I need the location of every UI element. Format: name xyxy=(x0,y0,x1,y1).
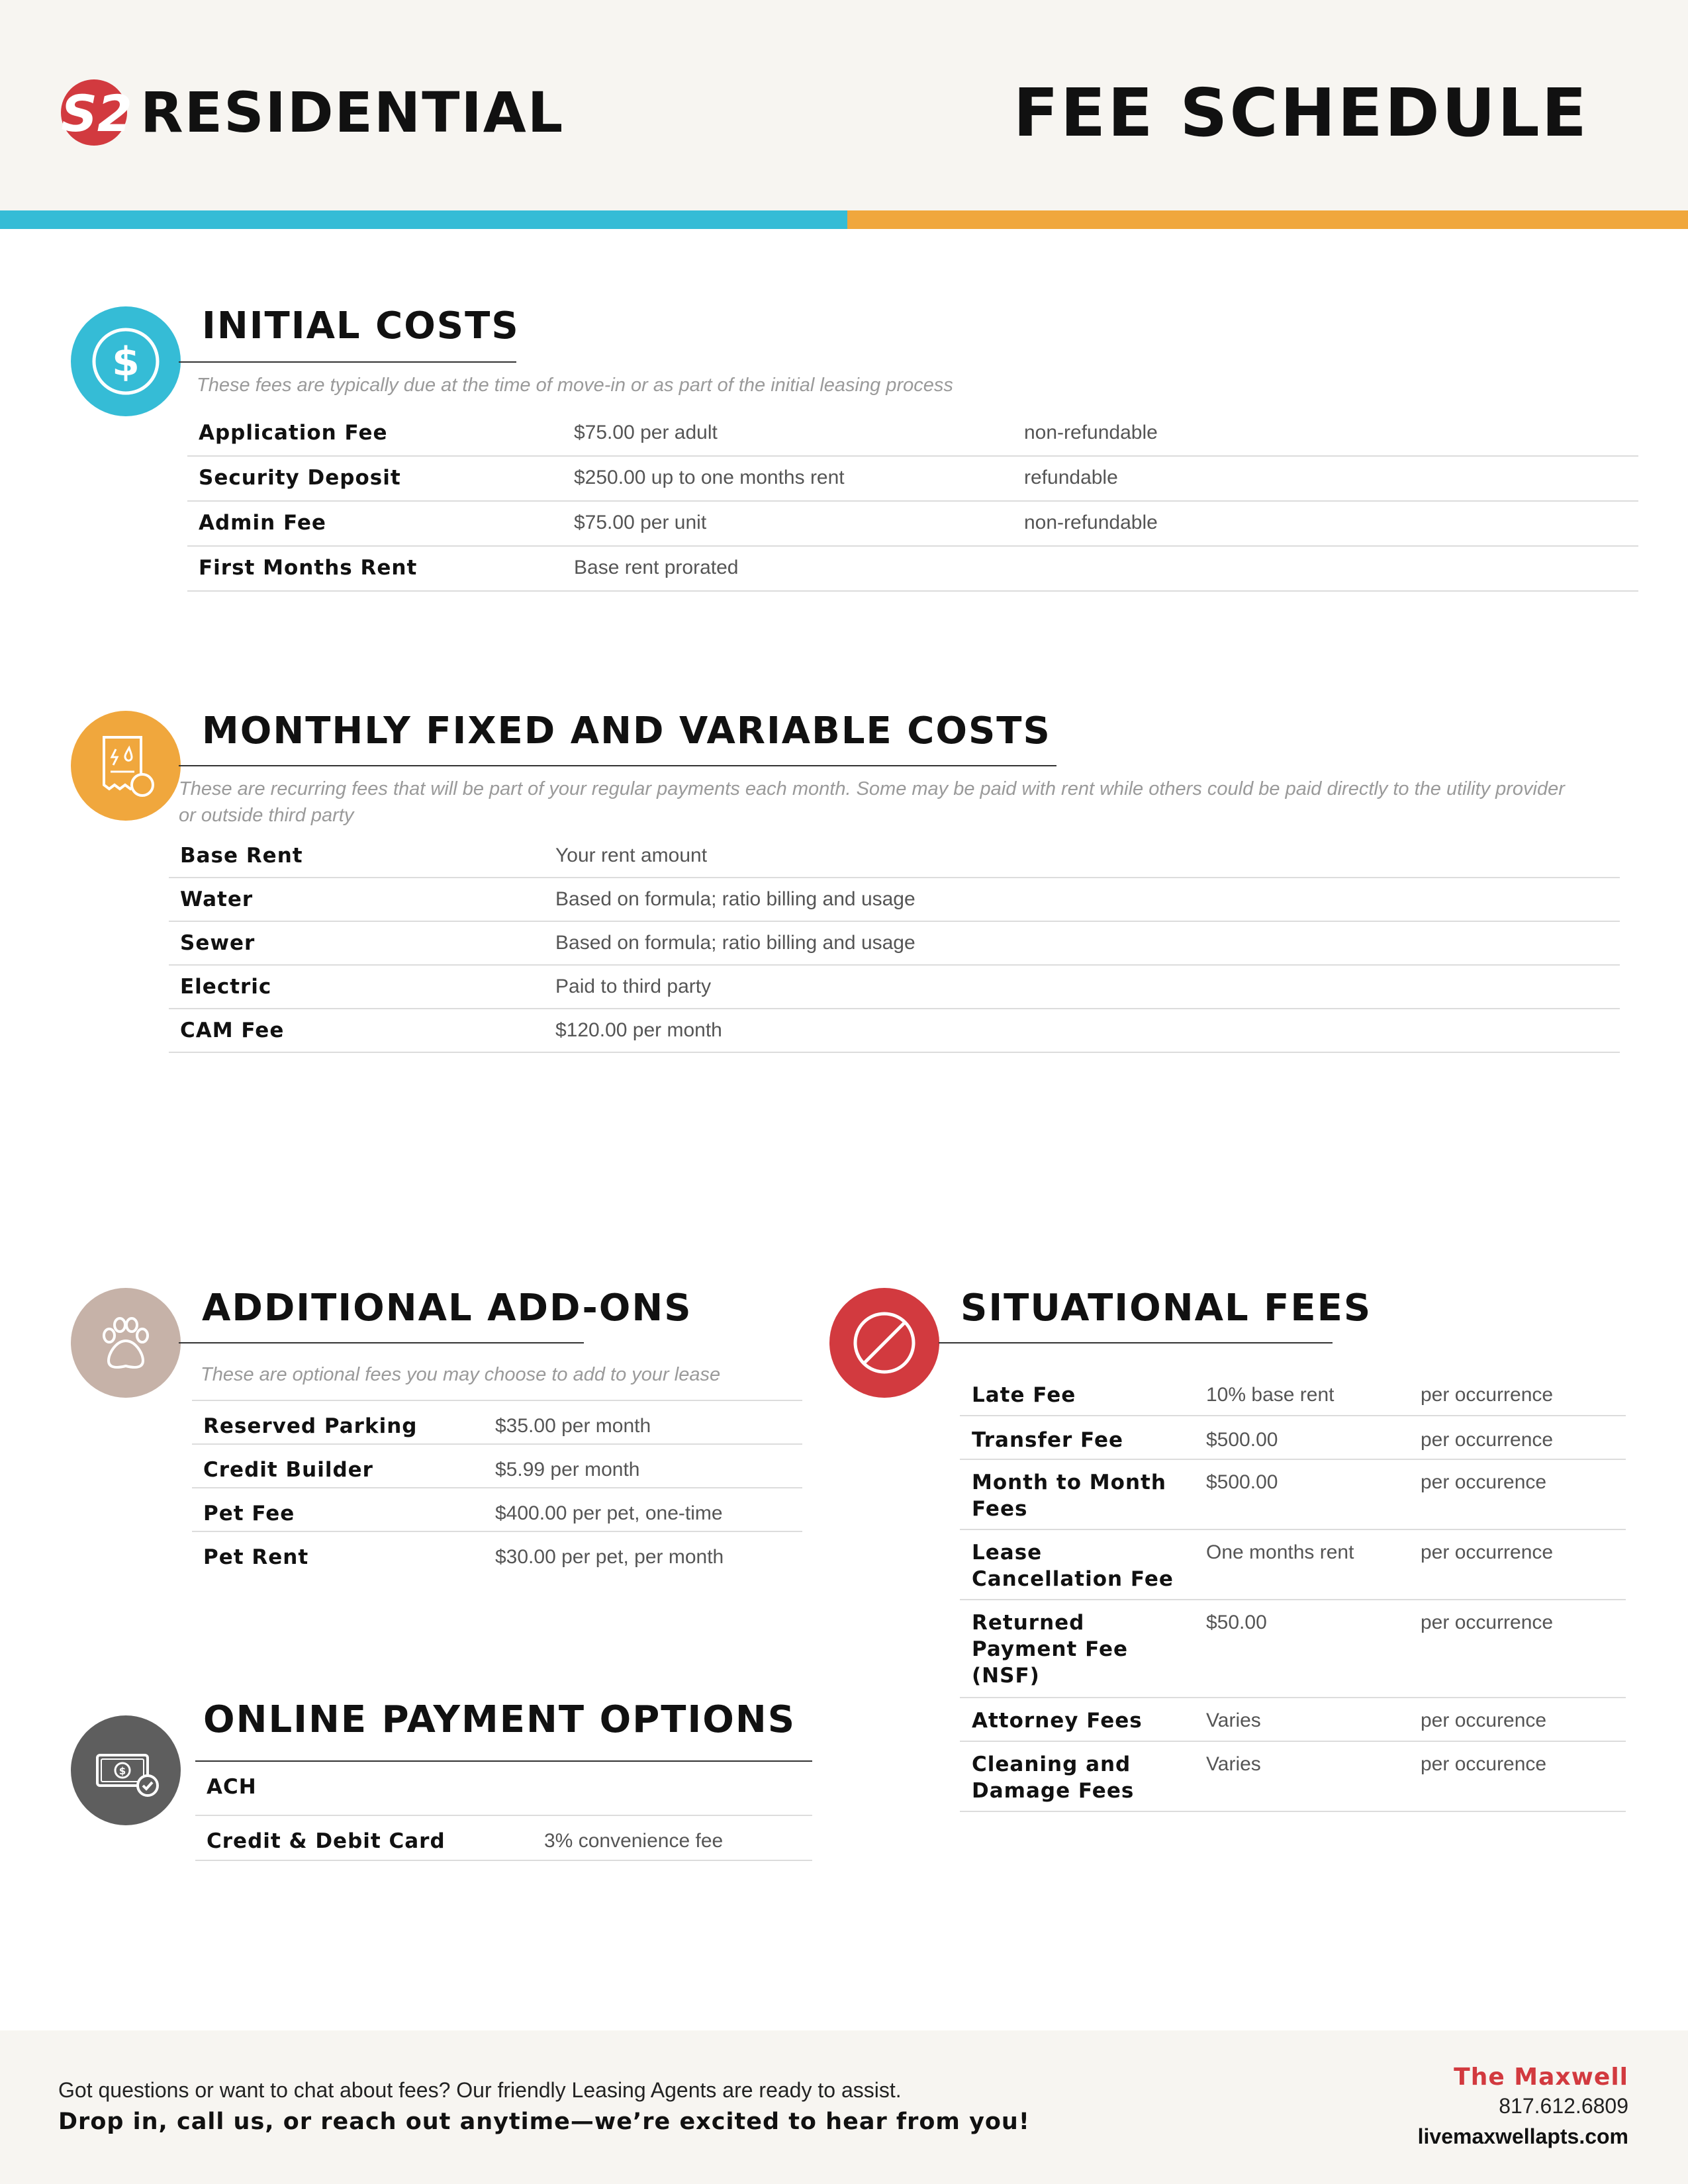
table-row xyxy=(187,510,1638,547)
svg-text:S2: S2 xyxy=(61,84,132,143)
fee-label-line: Lease xyxy=(972,1541,1043,1565)
fee-label-line: Fees xyxy=(972,1497,1028,1521)
fee-amount: $75.00 per unit xyxy=(574,512,707,533)
fee-amount: Based on formula; ratio billing and usage xyxy=(555,888,915,910)
fee-label: Base Rent xyxy=(180,844,303,868)
prohibited-icon xyxy=(829,1288,939,1398)
table-row xyxy=(187,420,1638,457)
table-row xyxy=(960,1742,1626,1812)
fee-amount: Based on formula; ratio billing and usage xyxy=(555,932,915,954)
table-row xyxy=(187,465,1638,502)
fee-label-line: Payment Fee xyxy=(972,1637,1129,1661)
dollar-icon xyxy=(71,306,181,416)
fee-amount: $120.00 per month xyxy=(555,1019,722,1041)
fee-label: First Months Rent xyxy=(199,556,418,580)
fee-amount: $500.00 xyxy=(1206,1471,1278,1493)
fee-label-line: (NSF) xyxy=(972,1664,1040,1688)
add-ons-subtitle: These are optional fees you may choose to add to your lease xyxy=(201,1364,721,1385)
fee-label-line: Month to Month xyxy=(972,1471,1166,1494)
fee-label: Pet Fee xyxy=(203,1502,295,1525)
fee-note: per occurrence xyxy=(1421,1541,1554,1563)
fee-amount: Paid to third party xyxy=(555,976,712,997)
payment-method-fee: 3% convenience fee xyxy=(544,1830,724,1852)
fee-amount: $30.00 per pet, per month xyxy=(495,1546,724,1568)
utility-bill-icon xyxy=(71,711,181,821)
fee-amount: $75.00 per adult xyxy=(574,422,718,443)
company-logo xyxy=(60,73,564,152)
situational-fees-rule xyxy=(939,1342,1333,1343)
fee-label: Credit Builder xyxy=(203,1458,373,1482)
payment-options-title: ONLINE PAYMENT OPTIONS xyxy=(203,1698,796,1741)
table-row xyxy=(960,1416,1626,1460)
payment-method-label: Credit & Debit Card xyxy=(207,1829,445,1853)
fee-note: per occurrence xyxy=(1421,1612,1554,1633)
fee-note: non-refundable xyxy=(1024,512,1158,533)
table-row xyxy=(960,1373,1626,1416)
situational-fees-title: SITUATIONAL FEES xyxy=(961,1287,1372,1330)
fee-label: Security Deposit xyxy=(199,466,401,490)
fee-amount: 10% base rent xyxy=(1206,1384,1335,1406)
fee-note: per occurence xyxy=(1421,1709,1547,1731)
add-ons-rule xyxy=(179,1342,584,1343)
situational-fees-table xyxy=(960,1373,1626,1812)
monthly-costs-rule xyxy=(179,765,1056,766)
table-row xyxy=(169,974,1620,1009)
table-row xyxy=(192,1488,802,1532)
fee-label: Admin Fee xyxy=(199,511,326,535)
fee-label: Pet Rent xyxy=(203,1545,309,1569)
table-row xyxy=(192,1401,802,1445)
initial-costs-subtitle: These fees are typically due at the time of move-in or as part of the initial leasing process xyxy=(197,375,953,396)
svg-text:$: $ xyxy=(118,1765,126,1777)
svg-text:$: $ xyxy=(112,339,140,385)
cash-check-icon xyxy=(71,1715,181,1825)
table-row xyxy=(195,1816,812,1861)
table-row xyxy=(187,555,1638,592)
fee-label: Reserved Parking xyxy=(203,1414,418,1438)
monthly-costs-subtitle-line2: or outside third party xyxy=(179,805,354,826)
table-row xyxy=(169,886,1620,922)
fee-amount: $500.00 xyxy=(1206,1429,1278,1451)
payment-method-label: ACH xyxy=(207,1775,257,1799)
table-row xyxy=(195,1760,812,1816)
fee-label: Transfer Fee xyxy=(972,1428,1124,1452)
fee-amount: One months rent xyxy=(1206,1541,1354,1563)
fee-label-line: Cancellation Fee xyxy=(972,1567,1174,1591)
fee-label: Attorney Fees xyxy=(972,1709,1143,1733)
fee-amount: Your rent amount xyxy=(555,844,708,866)
fee-amount: $400.00 per pet, one-time xyxy=(495,1502,723,1524)
monthly-costs-subtitle-line1: These are recurring fees that will be part of your regular payments each month. Some may be paid with rent while others could be paid directly to the utility provider xyxy=(179,778,1565,799)
paw-icon xyxy=(71,1288,181,1398)
fee-amount: Varies xyxy=(1206,1709,1261,1731)
fee-amount: $50.00 xyxy=(1206,1612,1267,1633)
table-row xyxy=(960,1460,1626,1530)
fee-note: per occurrence xyxy=(1421,1429,1554,1451)
page-footer xyxy=(0,2030,1688,2184)
header-accent-bar-orange xyxy=(847,210,1688,229)
payment-options-table xyxy=(195,1760,812,1861)
initial-costs-rule xyxy=(179,361,516,363)
fee-amount: $250.00 up to one months rent xyxy=(574,467,845,488)
fee-note: per occurrence xyxy=(1421,1384,1554,1406)
s2-logo-mark xyxy=(60,75,134,150)
fee-label: Water xyxy=(180,887,254,911)
table-row xyxy=(192,1445,802,1488)
fee-amount: Varies xyxy=(1206,1753,1261,1775)
table-row xyxy=(169,930,1620,966)
add-ons-table xyxy=(192,1400,802,1576)
initial-costs-table xyxy=(187,420,1638,592)
header-accent-bar-blue xyxy=(0,210,847,229)
footer-question: Got questions or want to chat about fees? Our friendly Leasing Agents are ready to assist. xyxy=(58,2078,902,2102)
document-title: FEE SCHEDULE xyxy=(1013,74,1589,152)
fee-note: per occurence xyxy=(1421,1471,1547,1493)
table-row xyxy=(169,1017,1620,1053)
logo-wordmark: RESIDENTIAL xyxy=(140,80,565,145)
fee-label: CAM Fee xyxy=(180,1019,285,1042)
fee-label: Sewer xyxy=(180,931,256,955)
fee-note: refundable xyxy=(1024,467,1118,488)
table-row xyxy=(960,1698,1626,1742)
fee-label: Late Fee xyxy=(972,1383,1076,1407)
fee-label-line: Returned xyxy=(972,1611,1085,1635)
fee-label-line: Cleaning and xyxy=(972,1752,1131,1776)
fee-label: Application Fee xyxy=(199,421,388,445)
initial-costs-title: INITIAL COSTS xyxy=(202,304,520,347)
fee-note: per occurence xyxy=(1421,1753,1547,1775)
fee-amount: $35.00 per month xyxy=(495,1415,651,1437)
monthly-costs-title: MONTHLY FIXED AND VARIABLE COSTS xyxy=(202,709,1051,752)
table-row xyxy=(192,1532,802,1576)
fee-amount: $5.99 per month xyxy=(495,1459,640,1480)
table-row xyxy=(169,842,1620,878)
footer-call-to-action: Drop in, call us, or reach out anytime—we’re excited to hear from you! xyxy=(58,2109,1030,2135)
add-ons-title: ADDITIONAL ADD-ONS xyxy=(202,1287,692,1330)
fee-label: Electric xyxy=(180,975,272,999)
fee-amount: Base rent prorated xyxy=(574,557,739,578)
table-row xyxy=(960,1530,1626,1600)
property-phone[interactable]: 817.612.6809 xyxy=(1499,2094,1628,2118)
monthly-costs-table xyxy=(169,842,1620,1053)
fee-label-line: Damage Fees xyxy=(972,1779,1135,1803)
property-name: The Maxwell xyxy=(1454,2064,1628,2091)
fee-note: non-refundable xyxy=(1024,422,1158,443)
table-row xyxy=(960,1600,1626,1698)
property-website-link[interactable]: livemaxwellapts.com xyxy=(1417,2124,1628,2148)
